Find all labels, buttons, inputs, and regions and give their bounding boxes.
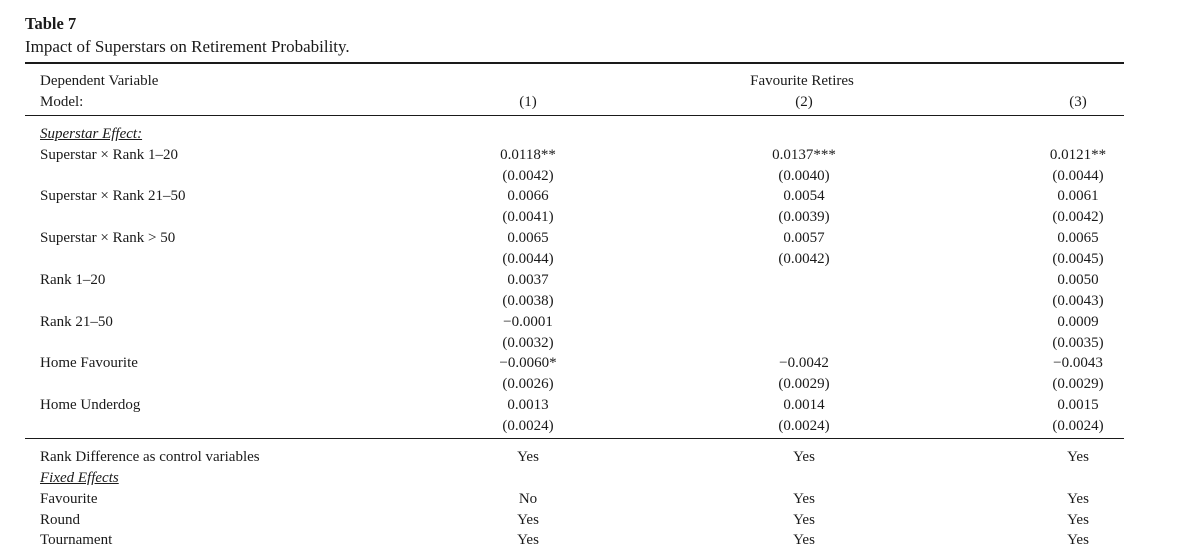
row-label: Superstar × Rank 1–20 bbox=[40, 147, 179, 163]
fe-label: Favourite bbox=[40, 491, 98, 507]
coef-cell: 0.0065 bbox=[507, 230, 549, 246]
model-2-header: (2) bbox=[795, 94, 813, 110]
fe-value: Yes bbox=[1067, 532, 1089, 548]
se-cell: (0.0032) bbox=[502, 335, 554, 351]
coef-cell: −0.0001 bbox=[503, 314, 553, 330]
se-cell: (0.0024) bbox=[778, 418, 830, 434]
se-cell: (0.0042) bbox=[778, 251, 830, 267]
dependent-variable-value: Favourite Retires bbox=[750, 73, 854, 89]
fe-value: Yes bbox=[793, 512, 815, 528]
se-cell: (0.0042) bbox=[1052, 209, 1104, 225]
coef-cell: 0.0057 bbox=[783, 230, 825, 246]
fe-value: No bbox=[518, 491, 538, 507]
row-label: Rank 1–20 bbox=[40, 272, 106, 288]
coef-cell: 0.0137*** bbox=[772, 147, 836, 163]
dependent-variable-label: Dependent Variable bbox=[40, 73, 159, 89]
coef-cell: 0.0121** bbox=[1049, 147, 1107, 163]
fixed-effects-heading: Fixed Effects bbox=[40, 470, 119, 486]
se-cell: (0.0029) bbox=[778, 376, 830, 392]
results-rule bbox=[25, 438, 1124, 439]
model-label: Model: bbox=[40, 94, 84, 110]
row-label: Superstar × Rank 21–50 bbox=[40, 188, 186, 204]
coef-cell: 0.0037 bbox=[507, 272, 549, 288]
coef-cell: 0.0061 bbox=[1057, 188, 1099, 204]
se-cell: (0.0035) bbox=[1052, 335, 1104, 351]
se-cell: (0.0026) bbox=[502, 376, 554, 392]
coef-cell: 0.0013 bbox=[507, 397, 549, 413]
row-label: Home Underdog bbox=[40, 397, 141, 413]
se-cell: (0.0024) bbox=[1052, 418, 1104, 434]
coef-cell: 0.0009 bbox=[1057, 314, 1099, 330]
fe-label: Round bbox=[40, 512, 81, 528]
coef-cell: 0.0014 bbox=[783, 397, 825, 413]
coef-cell: 0.0015 bbox=[1057, 397, 1099, 413]
top-rule bbox=[25, 62, 1124, 64]
se-cell: (0.0043) bbox=[1052, 293, 1104, 309]
coef-cell: −0.0060* bbox=[499, 355, 557, 371]
row-label: Rank 21–50 bbox=[40, 314, 113, 330]
fe-value: Yes bbox=[517, 532, 539, 548]
se-cell: (0.0038) bbox=[502, 293, 554, 309]
fe-value: Yes bbox=[1067, 512, 1089, 528]
coef-cell: 0.0050 bbox=[1057, 272, 1099, 288]
coef-cell: −0.0043 bbox=[1053, 355, 1103, 371]
se-cell: (0.0044) bbox=[502, 251, 554, 267]
se-cell: (0.0029) bbox=[1052, 376, 1104, 392]
coef-cell: 0.0065 bbox=[1057, 230, 1099, 246]
controls-label: Rank Difference as control variables bbox=[40, 449, 260, 465]
fe-value: Yes bbox=[1067, 491, 1089, 507]
header-rule bbox=[25, 115, 1124, 116]
coef-cell: −0.0042 bbox=[779, 355, 829, 371]
se-cell: (0.0039) bbox=[778, 209, 830, 225]
se-cell: (0.0024) bbox=[502, 418, 554, 434]
se-cell: (0.0045) bbox=[1052, 251, 1104, 267]
fe-value: Yes bbox=[793, 532, 815, 548]
se-cell: (0.0041) bbox=[502, 209, 554, 225]
coef-cell: 0.0118** bbox=[500, 147, 556, 163]
fe-value: Yes bbox=[517, 512, 539, 528]
superstar-effect-heading: Superstar Effect: bbox=[40, 126, 143, 142]
se-cell: (0.0044) bbox=[1052, 168, 1104, 184]
coef-cell: 0.0054 bbox=[783, 188, 825, 204]
row-label: Home Favourite bbox=[40, 355, 138, 371]
fe-value: Yes bbox=[793, 491, 815, 507]
row-label: Superstar × Rank > 50 bbox=[40, 230, 176, 246]
controls-value: Yes bbox=[517, 449, 539, 465]
controls-value: Yes bbox=[793, 449, 815, 465]
table-number: Table 7 bbox=[25, 14, 77, 33]
fe-label: Tournament bbox=[40, 532, 113, 548]
model-1-header: (1) bbox=[519, 94, 537, 110]
table-caption: Impact of Superstars on Retirement Probability. bbox=[25, 37, 350, 56]
controls-value: Yes bbox=[1067, 449, 1089, 465]
model-3-header: (3) bbox=[1069, 94, 1087, 110]
coef-cell: 0.0066 bbox=[507, 188, 549, 204]
se-cell: (0.0040) bbox=[778, 168, 830, 184]
se-cell: (0.0042) bbox=[502, 168, 554, 184]
